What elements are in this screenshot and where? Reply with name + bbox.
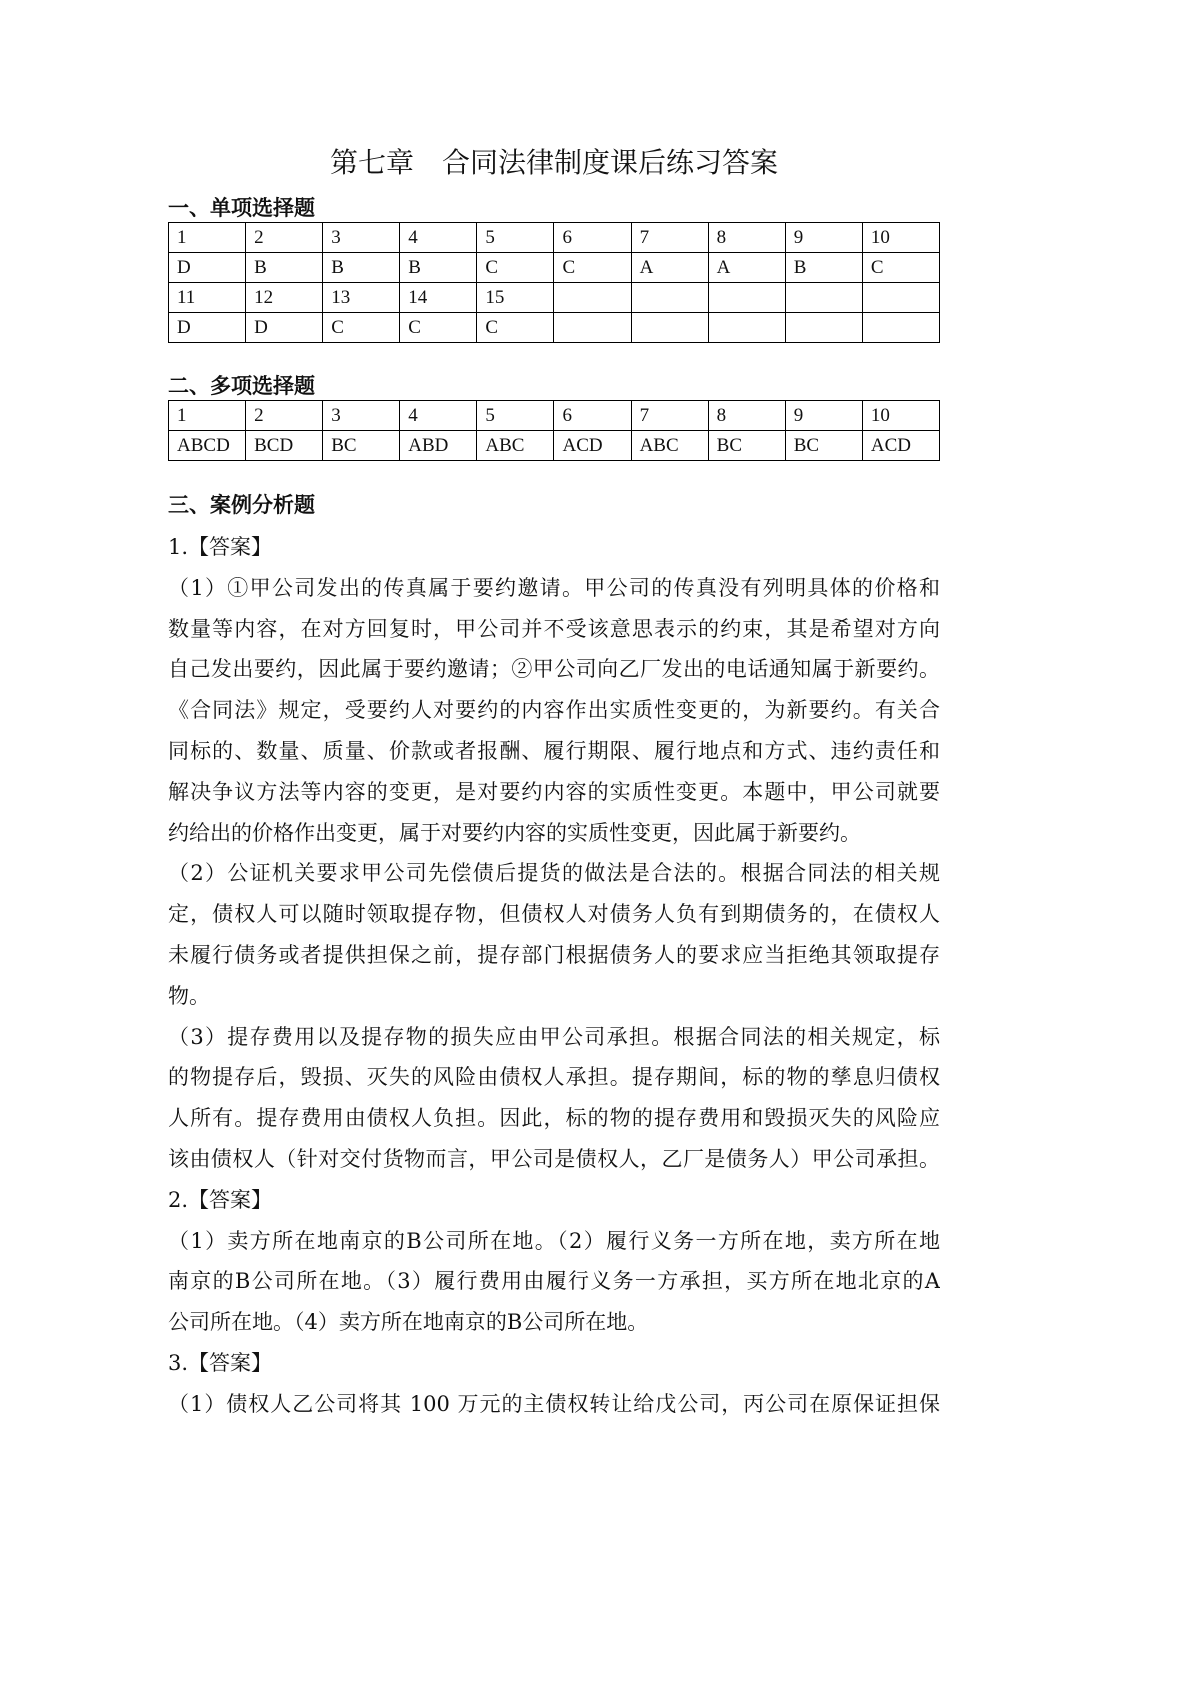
table-cell: 5 bbox=[477, 401, 554, 431]
body-line: 解决争议方法等内容的变更，是对要约内容的实质性变更。本题中，甲公司就要 bbox=[168, 779, 940, 804]
table-cell bbox=[554, 313, 631, 343]
table-cell: 7 bbox=[631, 401, 708, 431]
table-cell: C bbox=[554, 253, 631, 283]
table-cell: B bbox=[246, 253, 323, 283]
table-cell bbox=[785, 283, 862, 313]
table-cell: 14 bbox=[400, 283, 477, 313]
body-line: 南京的B公司所在地。（3）履行费用由履行义务一方承担，买方所在地北京的A bbox=[168, 1269, 940, 1294]
table-cell bbox=[708, 313, 785, 343]
table-cell: C bbox=[477, 253, 554, 283]
body-line: 3.【答案】 bbox=[168, 1350, 273, 1375]
table-cell: ABC bbox=[477, 431, 554, 461]
table-cell: C bbox=[862, 253, 939, 283]
table-cell: 2 bbox=[246, 401, 323, 431]
table-cell: ABC bbox=[631, 431, 708, 461]
table-cell bbox=[554, 283, 631, 313]
table-cell: C bbox=[323, 313, 400, 343]
table-cell: 6 bbox=[554, 401, 631, 431]
table-cell: B bbox=[785, 253, 862, 283]
table-cell: 7 bbox=[631, 223, 708, 253]
table-cell: 11 bbox=[169, 283, 246, 313]
table-cell: ABD bbox=[400, 431, 477, 461]
table-cell: B bbox=[323, 253, 400, 283]
table-cell: 1 bbox=[169, 223, 246, 253]
body-line: 《合同法》规定，受要约人对要约的内容作出实质性变更的，为新要约。有关合 bbox=[168, 698, 940, 723]
table-cell bbox=[631, 283, 708, 313]
table-cell: 9 bbox=[785, 401, 862, 431]
table-cell: 13 bbox=[323, 283, 400, 313]
page-title: 第七章 合同法律制度课后练习答案 bbox=[329, 146, 778, 179]
table-cell: 6 bbox=[554, 223, 631, 253]
body-line: 的物提存后，毁损、灭失的风险由债权人承担。提存期间，标的物的孳息归债权 bbox=[168, 1065, 940, 1090]
multiple-choice-answer-table bbox=[168, 400, 940, 461]
table-cell: 5 bbox=[477, 223, 554, 253]
body-line: （2）公证机关要求甲公司先偿债后提货的做法是合法的。根据合同法的相关规 bbox=[168, 861, 940, 886]
body-line: 约给出的价格作出变更，属于对要约内容的实质性变更，因此属于新要约。 bbox=[168, 820, 861, 845]
table-cell: 8 bbox=[708, 401, 785, 431]
body-line: （1）卖方所在地南京的B公司所在地。（2）履行义务一方所在地，卖方所在地 bbox=[168, 1228, 940, 1253]
table-cell: 15 bbox=[477, 283, 554, 313]
table-cell: 8 bbox=[708, 223, 785, 253]
table-cell: BC bbox=[708, 431, 785, 461]
table-cell: 4 bbox=[400, 223, 477, 253]
table-cell bbox=[862, 313, 939, 343]
table-cell bbox=[631, 313, 708, 343]
table-cell: B bbox=[400, 253, 477, 283]
table-cell: BC bbox=[785, 431, 862, 461]
table-cell: ACD bbox=[862, 431, 939, 461]
case-analysis-body bbox=[168, 527, 940, 1425]
body-line: 自己发出要约，因此属于要约邀请；②甲公司向乙厂发出的电话通知属于新要约。 bbox=[168, 657, 940, 682]
section-heading-single-choice: 一、单项选择题 bbox=[168, 196, 315, 220]
table-cell: 3 bbox=[323, 223, 400, 253]
table-row bbox=[169, 253, 940, 283]
body-line: 物。 bbox=[168, 983, 210, 1008]
table-cell: A bbox=[708, 253, 785, 283]
body-line: 公司所在地。（4）卖方所在地南京的B公司所在地。 bbox=[168, 1310, 649, 1335]
table-cell: 10 bbox=[862, 223, 939, 253]
body-line: 定，债权人可以随时领取提存物，但债权人对债务人负有到期债务的，在债权人 bbox=[168, 902, 940, 927]
table-row bbox=[169, 223, 940, 253]
table-cell bbox=[862, 283, 939, 313]
table-cell: 2 bbox=[246, 223, 323, 253]
section-heading-case-analysis: 三、案例分析题 bbox=[168, 493, 315, 517]
table-cell: ABCD bbox=[169, 431, 246, 461]
body-line: 数量等内容，在对方回复时，甲公司并不受该意思表示的约束，其是希望对方向 bbox=[168, 616, 940, 641]
table-row bbox=[169, 313, 940, 343]
table-cell: BCD bbox=[246, 431, 323, 461]
body-line: （3）提存费用以及提存物的损失应由甲公司承担。根据合同法的相关规定，标 bbox=[168, 1024, 940, 1049]
body-line: 2.【答案】 bbox=[168, 1187, 273, 1212]
single-choice-answer-table bbox=[168, 222, 940, 343]
body-line: 未履行债务或者提供担保之前，提存部门根据债务人的要求应当拒绝其领取提存 bbox=[168, 942, 940, 967]
table-cell bbox=[708, 283, 785, 313]
table-cell: D bbox=[169, 313, 246, 343]
table-row bbox=[169, 431, 940, 461]
body-line: （1）①甲公司发出的传真属于要约邀请。甲公司的传真没有列明具体的价格和 bbox=[168, 575, 940, 600]
body-line: 该由债权人（针对交付货物而言，甲公司是债权人，乙厂是债务人）甲公司承担。 bbox=[168, 1146, 940, 1171]
table-cell: 1 bbox=[169, 401, 246, 431]
table-cell: D bbox=[246, 313, 323, 343]
body-line: 1.【答案】 bbox=[168, 535, 273, 559]
table-cell: D bbox=[169, 253, 246, 283]
table-cell: 4 bbox=[400, 401, 477, 431]
table-cell: C bbox=[400, 313, 477, 343]
table-cell: A bbox=[631, 253, 708, 283]
body-line: 同标的、数量、质量、价款或者报酬、履行期限、履行地点和方式、违约责任和 bbox=[168, 738, 940, 763]
table-cell: C bbox=[477, 313, 554, 343]
table-cell: 9 bbox=[785, 223, 862, 253]
body-line: 人所有。提存费用由债权人负担。因此，标的物的提存费用和毁损灭失的风险应 bbox=[168, 1106, 940, 1131]
table-cell: BC bbox=[323, 431, 400, 461]
table-cell: 10 bbox=[862, 401, 939, 431]
section-heading-multiple-choice: 二、多项选择题 bbox=[168, 374, 315, 398]
table-cell bbox=[785, 313, 862, 343]
table-row bbox=[169, 401, 940, 431]
table-cell: 12 bbox=[246, 283, 323, 313]
table-cell: ACD bbox=[554, 431, 631, 461]
table-cell: 3 bbox=[323, 401, 400, 431]
body-line: （1）债权人乙公司将其 100 万元的主债权转让给戊公司，丙公司在原保证担保 bbox=[168, 1391, 940, 1416]
table-row bbox=[169, 283, 940, 313]
